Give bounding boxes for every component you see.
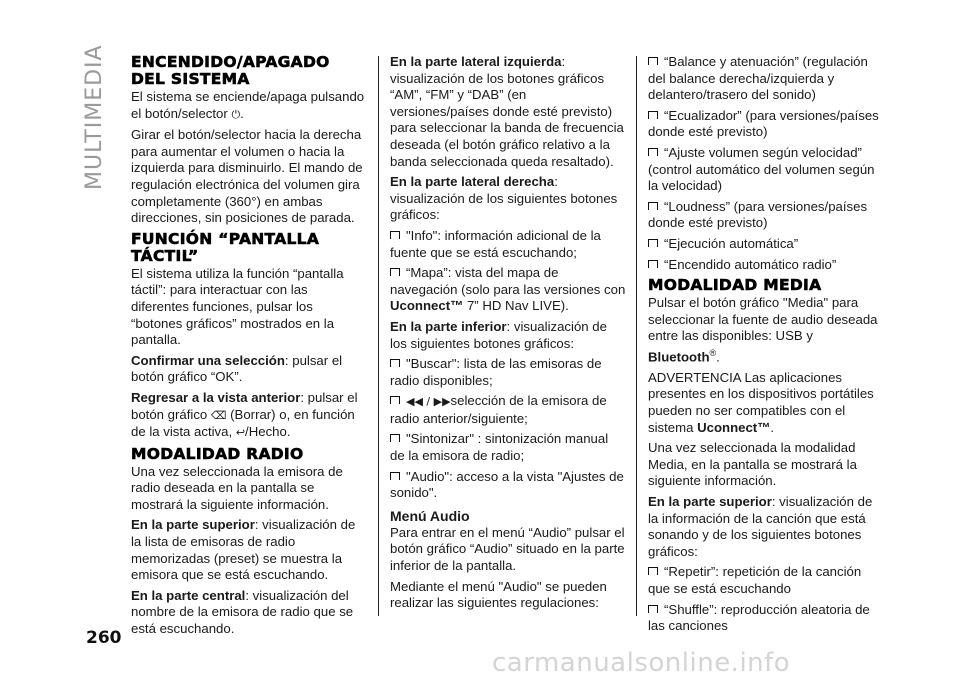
bullet-icon	[648, 148, 658, 156]
bullet-icon	[648, 605, 658, 613]
return-icon: ↩	[235, 426, 246, 440]
bullet-icon	[648, 111, 658, 119]
page-number: 260	[86, 628, 122, 648]
list-item: “Shuffle”: reproducción aleatoria de las canciones	[648, 601, 870, 634]
column-3	[648, 54, 884, 639]
bullet-icon	[390, 268, 400, 276]
list-item: "Info": información adicional de la fuente que se está escuchando;	[390, 227, 601, 260]
paragraph: Una vez seleccionada la emisora de radio deseada en la pantalla se mostrará la siguiente información.	[131, 463, 343, 512]
bullet-icon	[390, 231, 400, 239]
heading-pantalla-tactil: FUNCIÓN “PANTALLA TÁCTIL”	[131, 229, 320, 265]
power-icon: ⏻	[231, 107, 241, 121]
column-divider	[378, 56, 379, 616]
paragraph: Pulsar el botón gráfico "Media" para seleccionar la fuente de audio deseada entre las disponibles: USB y Bluetooth®.	[648, 295, 878, 365]
list-item: “Balance y atenuación” (regulación del balance derecha/izquierda y delantero/trasero del sonido)	[648, 54, 868, 103]
bullet-icon	[390, 396, 400, 404]
list-item: “Mapa”: vista del mapa de navegación (solo para las versiones con Uconnect™ 7” HD Nav LIVE).	[390, 265, 626, 314]
paragraph: Confirmar una selección: pulsar el botón gráfico “OK”.	[131, 352, 343, 385]
paragraph: En la parte inferior: visualización de los siguientes botones gráficos:	[390, 318, 607, 351]
paragraph: En la parte superior: visualización de la lista de emisoras de radio memorizadas (preset) se muestra la emisora que se está escuchando.	[131, 517, 356, 583]
bullet-icon	[648, 57, 658, 65]
column-1	[131, 54, 367, 642]
section-side-label: MULTIMEDIA	[82, 44, 107, 190]
list-item: “Loudness” (para versiones/países donde esté previsto)	[648, 198, 868, 231]
paragraph: En la parte lateral derecha: visualización de los siguientes botones gráficos:	[390, 174, 618, 223]
heading-modalidad-media: MODALIDAD MEDIA	[648, 276, 822, 295]
bullet-icon	[648, 239, 658, 247]
paragraph: Regresar a la vista anterior: pulsar el botón gráfico ⌫ (Borrar) o, en función de la vista activa, ↩/Hecho.	[131, 389, 358, 440]
list-item: ◀◀ / ▶▶selección de la emisora de radio anterior/siguiente;	[390, 393, 607, 426]
bullet-icon	[648, 567, 658, 575]
paragraph: Para entrar en el menú “Audio” pulsar el botón gráfico “Audio” situado en la parte inferior de la pantalla.	[390, 524, 625, 574]
paragraph: En la parte superior: visualización de la información de la canción que está sonando y de los siguientes botones gráficos:	[648, 494, 873, 559]
paragraph: En la parte central: visualización del nombre de la emisora de radio que se está escuchando.	[131, 587, 354, 637]
heading-modalidad-radio: MODALIDAD RADIO	[131, 444, 304, 463]
bullet-icon	[390, 359, 400, 367]
column-divider	[636, 56, 637, 616]
paragraph: ADVERTENCIA Las aplicaciones presentes en los dispositivos portátiles pueden no ser compatibles con el sistema Uconnect™.	[648, 369, 874, 435]
heading-menu-audio: Menú Audio	[390, 507, 470, 524]
paragraph: El sistema se enciende/apaga pulsando el botón/selector ⏻.	[131, 89, 365, 121]
column-2	[390, 54, 626, 616]
paragraph: Una vez seleccionada la modalidad Media, en la pantalla se mostrará la siguiente información.	[648, 440, 857, 489]
list-item: “Ecualizador” (para versiones/países donde esté previsto)	[648, 107, 879, 140]
paragraph: En la parte lateral izquierda: visualización de los botones gráficos “AM”, “FM” y “DAB” (en versiones/países donde esté previsto) para seleccionar la banda de frecuencia deseada (el botón gráfico relativo a la banda seleccionada queda resaltado).	[390, 54, 624, 169]
watermark: carmanualsonline.info	[492, 648, 791, 678]
backspace-icon: ⌫	[210, 408, 227, 422]
bullet-icon	[648, 202, 658, 210]
list-item: "Audio": acceso a la vista "Ajustes de sonido".	[390, 468, 624, 501]
list-item: “Repetir”: repetición de la canción que se está escuchando	[648, 564, 862, 597]
paragraph: Girar el botón/selector hacia la derecha para aumentar el volumen o hacia la izquierda para disminuirlo. El mando de regulación electrónica del volumen gira completamente (360°) en ambas direcciones, sin posiciones de parada.	[131, 127, 363, 226]
bullet-icon	[648, 260, 658, 268]
list-item: “Encendido automático radio”	[648, 257, 884, 274]
heading-encendido: ENCENDIDO/APAGADO DEL SISTEMA	[131, 53, 330, 88]
paragraph: Mediante el menú "Audio" se pueden realizar las siguientes regulaciones:	[390, 578, 607, 611]
bullet-icon	[390, 434, 400, 442]
prev-next-icon: ◀◀ / ▶▶	[406, 395, 451, 409]
list-item: “Ejecución automática”	[648, 236, 884, 253]
list-item: "Sintonizar" : sintonización manual de la emisora de radio;	[390, 431, 609, 464]
list-item: “Ajuste volumen según velocidad” (control automático del volumen según la velocidad)	[648, 144, 875, 194]
list-item: "Buscar": lista de las emisoras de radio disponibles;	[390, 356, 602, 388]
paragraph: El sistema utiliza la función “pantalla táctil”: para interactuar con las diferentes funciones, pulsar los “botones gráficos” mostrados en la pantalla.	[131, 265, 344, 348]
bullet-icon	[390, 472, 400, 480]
